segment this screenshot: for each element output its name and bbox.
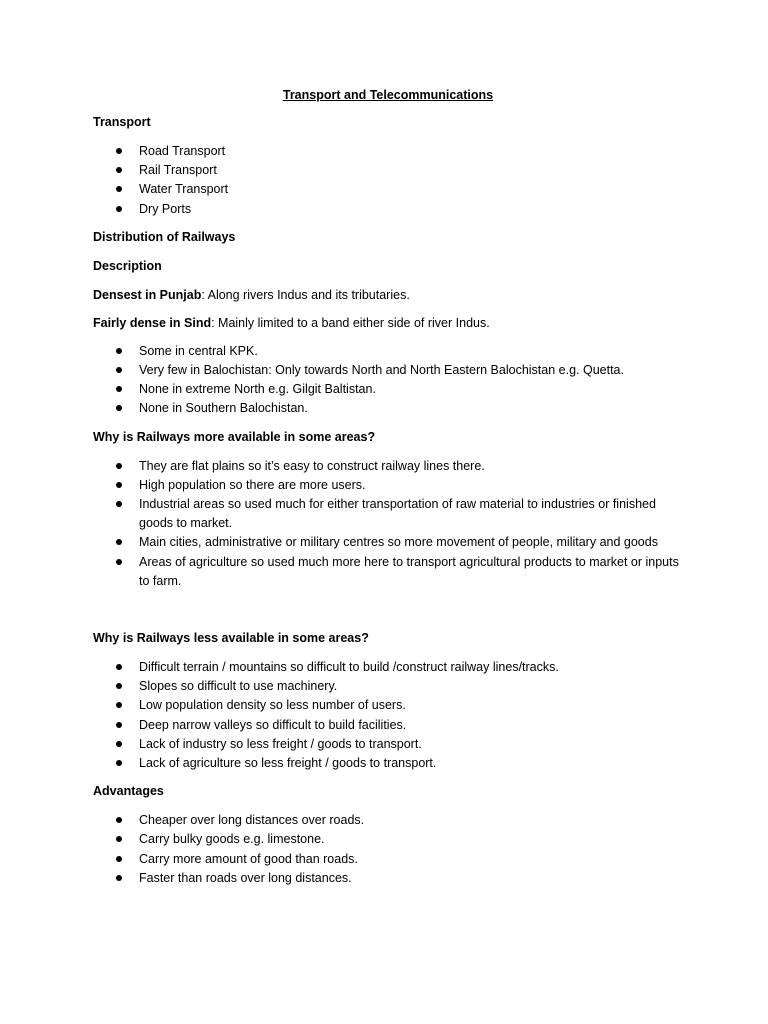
list-item-text: They are flat plains so it’s easy to construct railway lines there. xyxy=(139,458,485,473)
section-heading: Why is Railways more available in some areas? xyxy=(93,429,376,444)
bullet-icon xyxy=(116,741,122,747)
paragraph-lead: Fairly dense in Sind xyxy=(93,315,212,330)
paragraph-text: : Mainly limited to a band either side of river Indus. xyxy=(211,315,490,330)
list-item-text: Deep narrow valleys so difficult to build facilities. xyxy=(139,717,407,732)
list-item-text: Carry bulky goods e.g. limestone. xyxy=(139,832,325,847)
list-item xyxy=(93,142,683,161)
bullet-icon xyxy=(116,501,122,507)
list-item-text: Faster than roads over long distances. xyxy=(139,870,352,885)
list-item xyxy=(93,696,683,715)
list-item xyxy=(93,850,683,869)
document-title: Transport and Telecommunications xyxy=(282,88,494,102)
list-item-text: Some in central KPK. xyxy=(139,343,258,358)
bullet-list xyxy=(93,142,683,219)
paragraph xyxy=(93,314,683,333)
list-item-text: None in Southern Balochistan. xyxy=(139,401,308,416)
list-item xyxy=(93,200,683,219)
list-item-text: Slopes so difficult to use machinery. xyxy=(139,679,338,694)
list-item-text: Rail Transport xyxy=(139,163,217,178)
bullet-icon xyxy=(116,875,122,881)
bullet-icon xyxy=(116,559,122,565)
bullet-icon xyxy=(116,722,122,728)
bullet-icon xyxy=(116,148,122,154)
paragraph-text: : Along rivers Indus and its tributaries. xyxy=(201,287,410,302)
list-item xyxy=(93,399,683,418)
bullet-list xyxy=(93,342,683,419)
list-item xyxy=(93,754,683,773)
document-body xyxy=(93,86,683,897)
list-item xyxy=(93,716,683,735)
bullet-icon xyxy=(116,664,122,670)
bullet-icon xyxy=(116,386,122,392)
list-item xyxy=(93,735,683,754)
list-item xyxy=(93,495,683,533)
list-item xyxy=(93,342,683,361)
blank-line xyxy=(93,600,683,629)
bullet-icon xyxy=(116,463,122,469)
list-item xyxy=(93,830,683,849)
list-item-text: Lack of agriculture so less freight / goods to transport. xyxy=(139,756,437,771)
paragraph-lead: Densest in Punjab xyxy=(93,287,202,302)
list-item-text: Difficult terrain / mountains so difficult to build /construct railway lines/tracks. xyxy=(139,660,559,675)
bullet-icon xyxy=(116,683,122,689)
section-heading: Why is Railways less available in some areas? xyxy=(93,631,369,646)
list-item xyxy=(93,658,683,677)
list-item xyxy=(93,869,683,888)
bullet-icon xyxy=(116,167,122,173)
bullet-icon xyxy=(116,702,122,708)
list-item-text: Lack of industry so less freight / goods to transport. xyxy=(139,736,422,751)
paragraph xyxy=(93,286,683,305)
list-item xyxy=(93,457,683,476)
list-item xyxy=(93,180,683,199)
bullet-icon xyxy=(116,760,122,766)
bullet-icon xyxy=(116,539,122,545)
section-heading: Advantages xyxy=(93,784,164,799)
list-item-text: None in extreme North e.g. Gilgit Baltistan. xyxy=(139,382,376,397)
list-item xyxy=(93,677,683,696)
list-item-text: Road Transport xyxy=(139,144,226,158)
bullet-list xyxy=(93,457,683,591)
bullet-icon xyxy=(116,856,122,862)
bullet-icon xyxy=(116,482,122,488)
bullet-icon xyxy=(116,405,122,411)
list-item-text: Low population density so less number of users. xyxy=(139,698,406,713)
bullet-icon xyxy=(116,348,122,354)
list-item-text: Water Transport xyxy=(139,182,229,197)
bullet-list xyxy=(93,658,683,773)
bullet-icon xyxy=(116,836,122,842)
section-heading: Description xyxy=(93,258,162,273)
bullet-icon xyxy=(116,367,122,373)
list-item xyxy=(93,476,683,495)
list-item xyxy=(93,533,683,552)
list-item-text: Very few in Balochistan: Only towards North and North Eastern Balochistan e.g. Quetta. xyxy=(139,363,624,378)
bullet-icon xyxy=(116,186,122,192)
list-item-text: Main cities, administrative or military centres so more movement of people, military and goods xyxy=(139,535,658,550)
section-heading: Distribution of Railways xyxy=(93,229,236,244)
list-item xyxy=(93,161,683,180)
list-item xyxy=(93,811,683,830)
bullet-list xyxy=(93,811,683,888)
bullet-icon xyxy=(116,206,122,212)
list-item-text: Carry more amount of good than roads. xyxy=(139,851,358,866)
list-item xyxy=(93,380,683,399)
list-item xyxy=(93,361,683,380)
section-heading: Transport xyxy=(93,115,151,129)
bullet-icon xyxy=(116,817,122,823)
list-item-text: Dry Ports xyxy=(139,201,192,216)
list-item-text: Industrial areas so used much for either transportation of raw material to industries or finished goods to market. xyxy=(139,497,656,531)
list-item-text: High population so there are more users. xyxy=(139,477,366,492)
list-item xyxy=(93,553,683,591)
document-sections xyxy=(93,113,683,888)
list-item-text: Areas of agriculture so used much more here to transport agricultural products to market or inputs to farm. xyxy=(139,554,679,588)
list-item-text: Cheaper over long distances over roads. xyxy=(139,813,365,828)
